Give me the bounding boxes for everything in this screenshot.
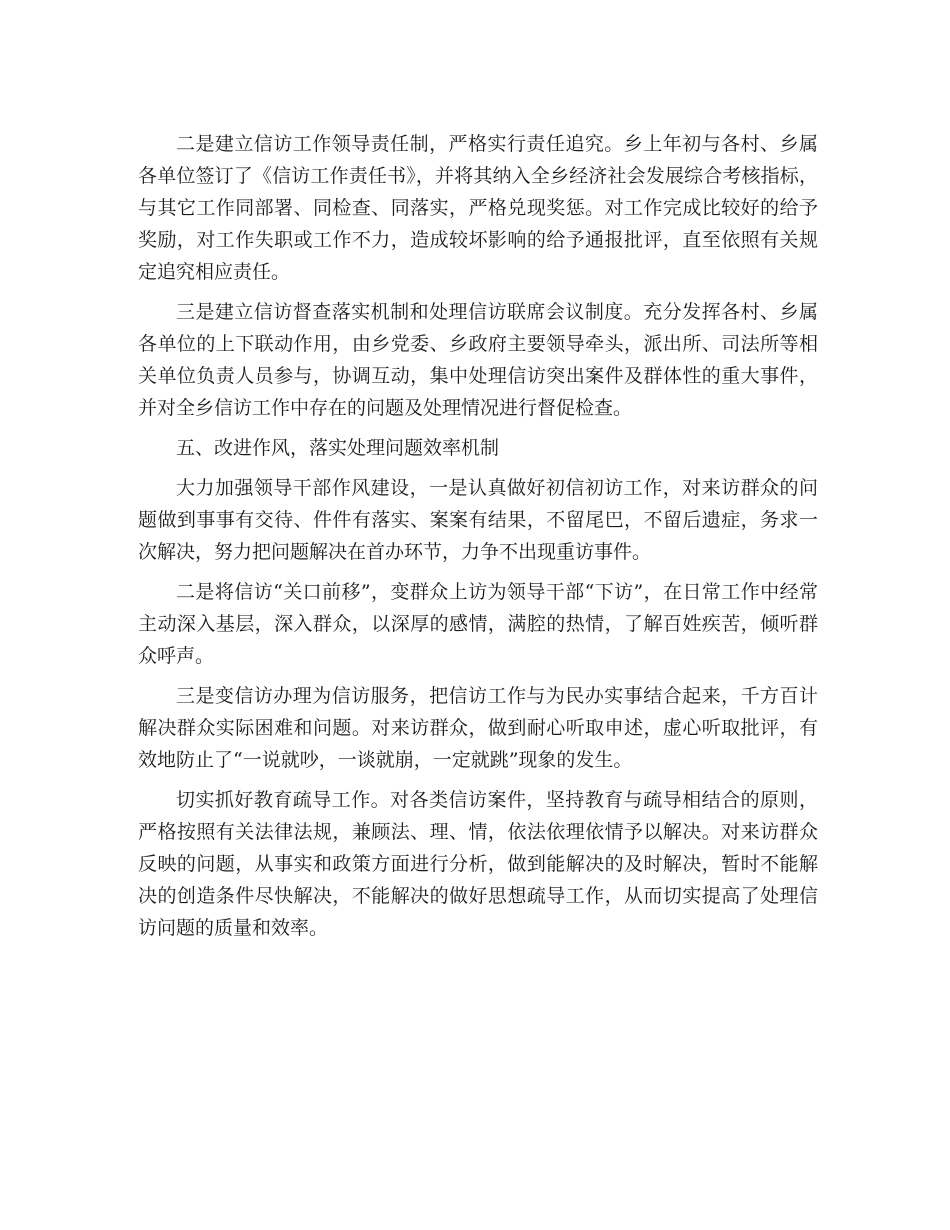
section-heading-five: 五、改进作风，落实处理问题效率机制 [176, 437, 500, 459]
paragraph-service: 三是变信访办理为信访服务，把信访工作与为民办实事结合起来，千方百计解决群众实际困难和问题。对来访群众，做到耐心听取申述，虚心听取批评，有效地防止了“一说就吵，一谈就崩，一定就跳”现象的发生。 [138, 685, 818, 771]
paragraph-education-guidance: 切实抓好教育疏导工作。对各类信访案件，坚持教育与疏导相结合的原则，严格按照有关法律法规，兼顾法、理、情，依法依理依情予以解决。对来访群众反映的问题，从事实和政策方面进行分析，做到能解决的及时解决，暂时不能解决的创造条件尽快解决，不能解决的做好思想疏导工作，从而切实提高了处理信访问题的质量和效率。 [138, 789, 818, 939]
document-body [138, 128, 818, 952]
paragraph-supervision-mechanism: 三是建立信访督查落实机制和处理信访联席会议制度。充分发挥各村、乡属各单位的上下联动作用，由乡党委、乡政府主要领导牵头，派出所、司法所等相关单位负责人员参与，协调互动，集中处理信访突出案件及群体性的重大事件，并对全乡信访工作中存在的问题及处理情况进行督促检查。 [138, 301, 818, 419]
paragraph-responsibility-system: 二是建立信访工作领导责任制，严格实行责任追究。乡上年初与各村、乡属各单位签订了《信访工作责任书》，并将其纳入全乡经济社会发展综合考核指标，与其它工作同部署、同检查、同落实，严格兑现奖惩。对工作完成比较好的给予奖励，对工作失职或工作不力，造成较坏影响的给予通报批评，直至依照有关规定追究相应责任。 [138, 133, 818, 283]
paragraph-checkpoint-forward: 二是将信访“关口前移”，变群众上访为领导干部“下访”，在日常工作中经常主动深入基层，深入群众，以深厚的感情，满腔的热情，了解百姓疾苦，倾听群众呼声。 [138, 581, 818, 667]
paragraph-work-style: 大力加强领导干部作风建设，一是认真做好初信初访工作，对来访群众的问题做到事事有交待、件件有落实、案案有结果，不留尾巴，不留后遗症，务求一次解决，努力把问题解决在首办环节，力争不出现重访事件。 [138, 477, 818, 563]
